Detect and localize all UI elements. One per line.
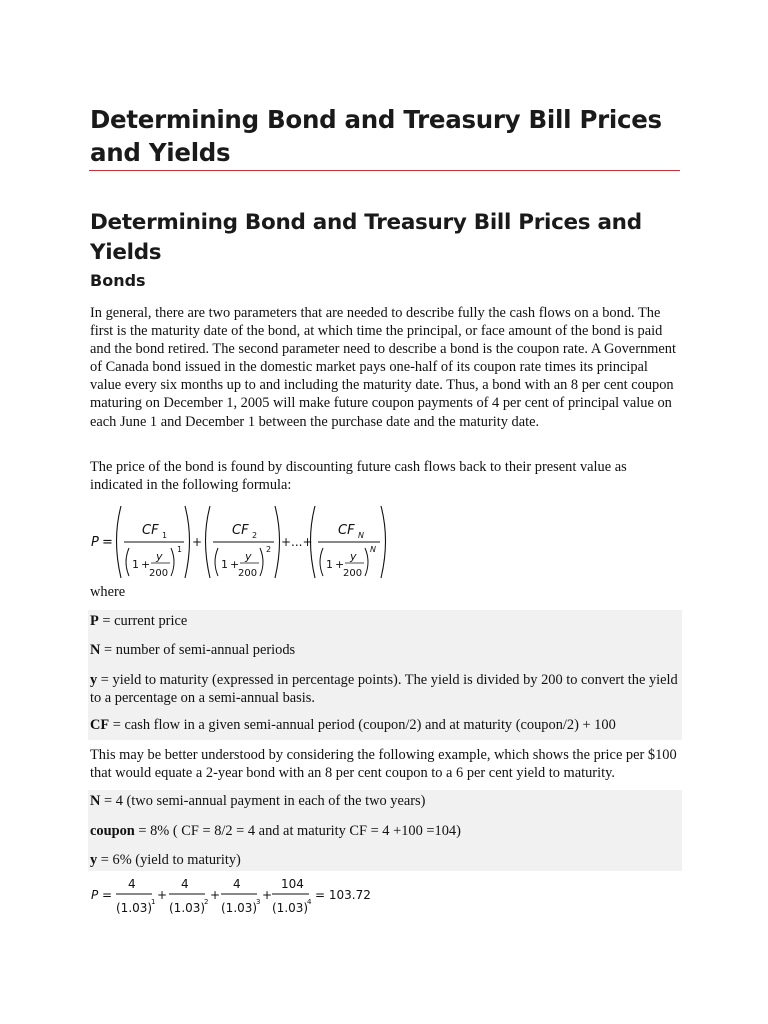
ex-term2-base: (1.03)	[169, 901, 206, 915]
termN-numerator: CF	[338, 523, 355, 538]
termN-subscript: N	[358, 531, 364, 540]
ex-term4-exponent: 4	[307, 898, 312, 906]
price-intro-paragraph: The price of the bond is found by discounting future cash flows back to their present value as indicated in the following formula:	[90, 459, 627, 494]
example-coupon	[88, 818, 682, 851]
definition-text: = number of semi-annual periods	[100, 642, 296, 658]
ex-plus-3: +	[262, 888, 273, 902]
termN-exponent: N	[370, 545, 376, 554]
term2-exponent: 2	[266, 545, 272, 554]
term2-y: y	[245, 550, 252, 563]
example-text: = 8% ( CF = 8/2 = 4 and at maturity CF = 4 +100 =104)	[134, 823, 461, 839]
formula-plus-1: +	[192, 535, 203, 549]
term2-subscript: 2	[252, 531, 258, 540]
ex-term4-base: (1.03)	[272, 901, 309, 915]
formula-lhs: P	[91, 535, 99, 550]
definition-term: P	[90, 613, 99, 629]
example-term: coupon	[90, 823, 135, 839]
example-text: = 4 (two semi-annual payment in each of the two years)	[100, 793, 426, 809]
definition-text: = current price	[98, 613, 188, 629]
example-y	[88, 849, 682, 871]
definition-cf	[88, 712, 682, 740]
ex-plus-2: +	[210, 888, 221, 902]
ex-term2-exponent: 2	[204, 898, 209, 906]
definition-term: y	[90, 672, 98, 688]
where-label: where	[90, 584, 126, 600]
title-divider	[89, 170, 680, 171]
formula-ellipsis: +...+	[281, 535, 313, 549]
term1-y: y	[156, 550, 163, 563]
example-result: = 103.72	[315, 888, 371, 902]
ex-term3-exponent: 3	[256, 898, 261, 906]
definition-text: = cash flow in a given semi-annual period (coupon/2) and at maturity (coupon/2) + 100	[109, 717, 616, 733]
termN-plus: +	[335, 558, 345, 571]
ex-term4-numerator: 104	[281, 877, 304, 891]
definition-y	[88, 668, 682, 713]
ex-term1-base: (1.03)	[116, 901, 153, 915]
term1-divisor: 200	[149, 568, 169, 579]
term1-plus: +	[141, 558, 151, 571]
bond-price-formula	[88, 500, 398, 584]
formula-equals: =	[102, 535, 113, 550]
definition-text: = yield to maturity (expressed in percentage points). The yield is divided by 200 to convert the yield to a percentage on a semi-annual basis.	[90, 672, 678, 707]
article-heading: Determining Bond and Treasury Bill Prices and Yields	[90, 210, 642, 265]
section-heading-bonds: Bonds	[90, 271, 146, 290]
example-text: = 6% (yield to maturity)	[97, 852, 241, 868]
definition-n	[88, 637, 682, 670]
example-term: N	[90, 793, 101, 809]
definition-term: CF	[90, 717, 110, 733]
intro-paragraph: In general, there are two parameters that are needed to describe fully the cash flows on a bond. The first is the maturity date of the bond, at which time the principal, or face amount of the bond is paid and the bond retired. The second parameter need to describe a bond is the coupon rate. A Government of Canada bond issued in the domestic market pays one-half of its coupon rate times its principal value every six months up to and including the maturity date. Thus, a bond with an 8 per cent coupon maturing on December 1, 2005 will make future coupon payments of 4 per cent of principal value on each June 1 and December 1 between the purchase date and the maturity date.	[90, 305, 676, 430]
example-n	[88, 790, 682, 818]
term1-numerator: CF	[142, 523, 159, 538]
formula-term-n	[311, 506, 386, 579]
term1-exponent: 1	[177, 545, 183, 554]
example-price-formula	[88, 872, 378, 922]
termN-one: 1	[326, 558, 333, 571]
definition-term: N	[90, 642, 101, 658]
ex-term1-exponent: 1	[151, 898, 156, 906]
example-term: y	[90, 852, 98, 868]
term2-numerator: CF	[232, 523, 249, 538]
term2-one: 1	[221, 558, 228, 571]
term2-plus: +	[230, 558, 240, 571]
example-equals: =	[102, 888, 113, 902]
term2-divisor: 200	[238, 568, 258, 579]
definition-p	[88, 610, 682, 637]
example-lhs: P	[91, 888, 99, 902]
ex-term3-base: (1.03)	[221, 901, 258, 915]
ex-plus-1: +	[157, 888, 168, 902]
ex-term3-numerator: 4	[233, 877, 241, 891]
ex-term2-numerator: 4	[181, 877, 189, 891]
term1-one: 1	[132, 558, 139, 571]
formula-term-1	[117, 506, 190, 579]
ex-term1-numerator: 4	[128, 877, 136, 891]
formula-term-2	[206, 506, 280, 579]
example-intro-paragraph: This may be better understood by considering the following example, which shows the price per $100 that would equate a 2-year bond with an 8 per cent coupon to a 6 per cent yield to maturity.	[90, 747, 677, 782]
term1-subscript: 1	[162, 531, 168, 540]
termN-y: y	[350, 550, 357, 563]
page-title: Determining Bond and Treasury Bill Prices and Yields	[90, 105, 662, 167]
termN-divisor: 200	[343, 568, 363, 579]
